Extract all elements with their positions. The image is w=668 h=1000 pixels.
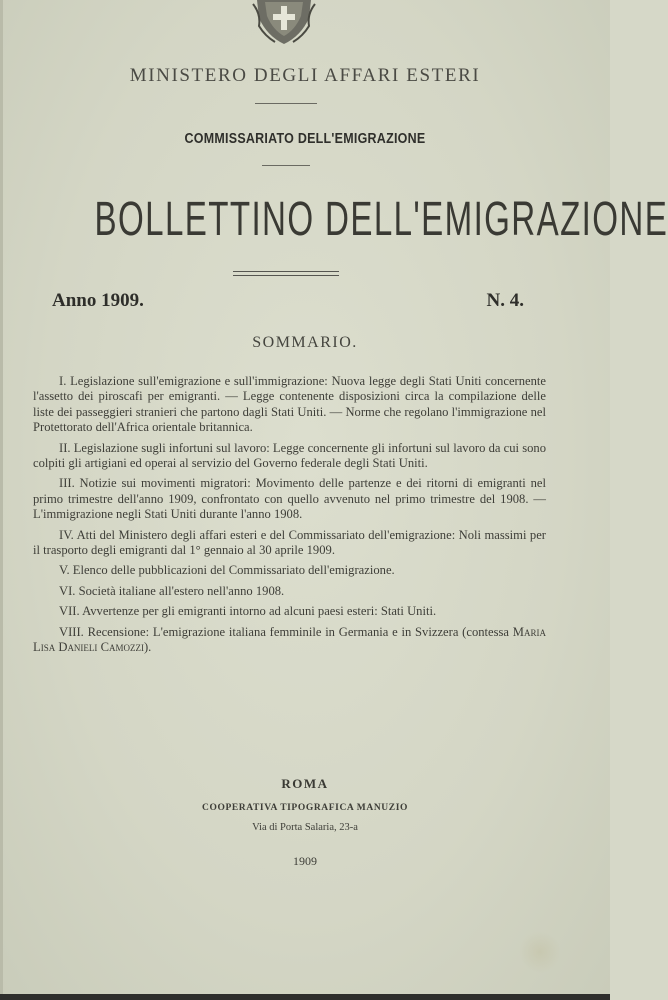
issue-number: N. 4.	[486, 290, 524, 311]
issue-year: Anno 1909.	[52, 290, 144, 311]
contents-item: IV. Atti del Ministero degli affari esteri e del Commissariato dell'emigrazione: Noli massimi per il trasporto degli emigranti dal 1° gennaio al 30 aprile 1909.	[33, 527, 546, 558]
contents-item: VI. Società italiane all'estero nell'anno 1908.	[59, 583, 285, 598]
contents-item: I. Legislazione sull'emigrazione e sull'immigrazione: Nuova legge degli Stati Uniti concernente l'assetto dei piroscafi per emigranti. — Legge contenente disposizioni circa la compilazione delle liste dei passeggieri stranieri che partono dagli Stati Uniti. — Norme che regolano l'immigrazione nel Protettorato dell'Africa orientale britannica.	[33, 374, 546, 435]
contents-item: III. Notizie sui movimenti migratori: Movimento delle partenze e dei ritorni di emigranti nel primo trimestre dell'anno 1909, confrontato con quello avvenuto nel primo trimestre del 1908. — L'immigrazione negli Stati Uniti durante l'anno 1908.	[33, 476, 546, 522]
ministry-heading: MINISTERO DEGLI AFFARI ESTERI	[129, 65, 481, 86]
contents-item: VII. Avvertenze per gli emigranti intorno ad alcuni paesi esteri: Stati Uniti.	[59, 604, 437, 619]
author-name: Maria Lisa Danieli Camozzi	[33, 624, 546, 655]
contents-item	[33, 625, 546, 656]
commissariato-heading: COMMISSARIATO DELL'EMIGRAZIONE	[184, 131, 426, 147]
contents-item: II. Legislazione sugli infortuni sul lavoro: Legge concernente gli infortuni sul lavoro da cui sono colpiti gli artigiani ed operai al servizio del Governo federale degli Stati Uniti.	[33, 440, 546, 471]
imprint-address: Via di Porta Salaria, 23-a	[252, 822, 358, 833]
crest-icon	[251, 0, 317, 46]
divider	[262, 165, 310, 166]
imprint-year: 1909	[293, 854, 317, 868]
imprint-printer: COOPERATIVA TIPOGRAFICA MANUZIO	[202, 803, 408, 813]
paper-stain	[520, 930, 560, 974]
contents-item-end: ).	[143, 640, 152, 655]
contents-item: V. Elenco delle pubblicazioni del Commissariato dell'emigrazione.	[59, 563, 395, 578]
double-divider	[233, 271, 339, 276]
summary-heading: SOMMARIO.	[252, 334, 358, 351]
divider	[255, 103, 317, 104]
bulletin-title: BOLLETTINO DELL'EMIGRAZIONE	[94, 193, 668, 246]
page-edge-bottom	[0, 994, 610, 1000]
contents-item-text: VIII. Recensione: L'emigrazione italiana femminile in Germania e in Svizzera (contessa	[59, 624, 513, 639]
table-of-contents	[33, 374, 546, 661]
page-edge	[0, 0, 3, 1000]
imprint-city: ROMA	[281, 776, 329, 791]
